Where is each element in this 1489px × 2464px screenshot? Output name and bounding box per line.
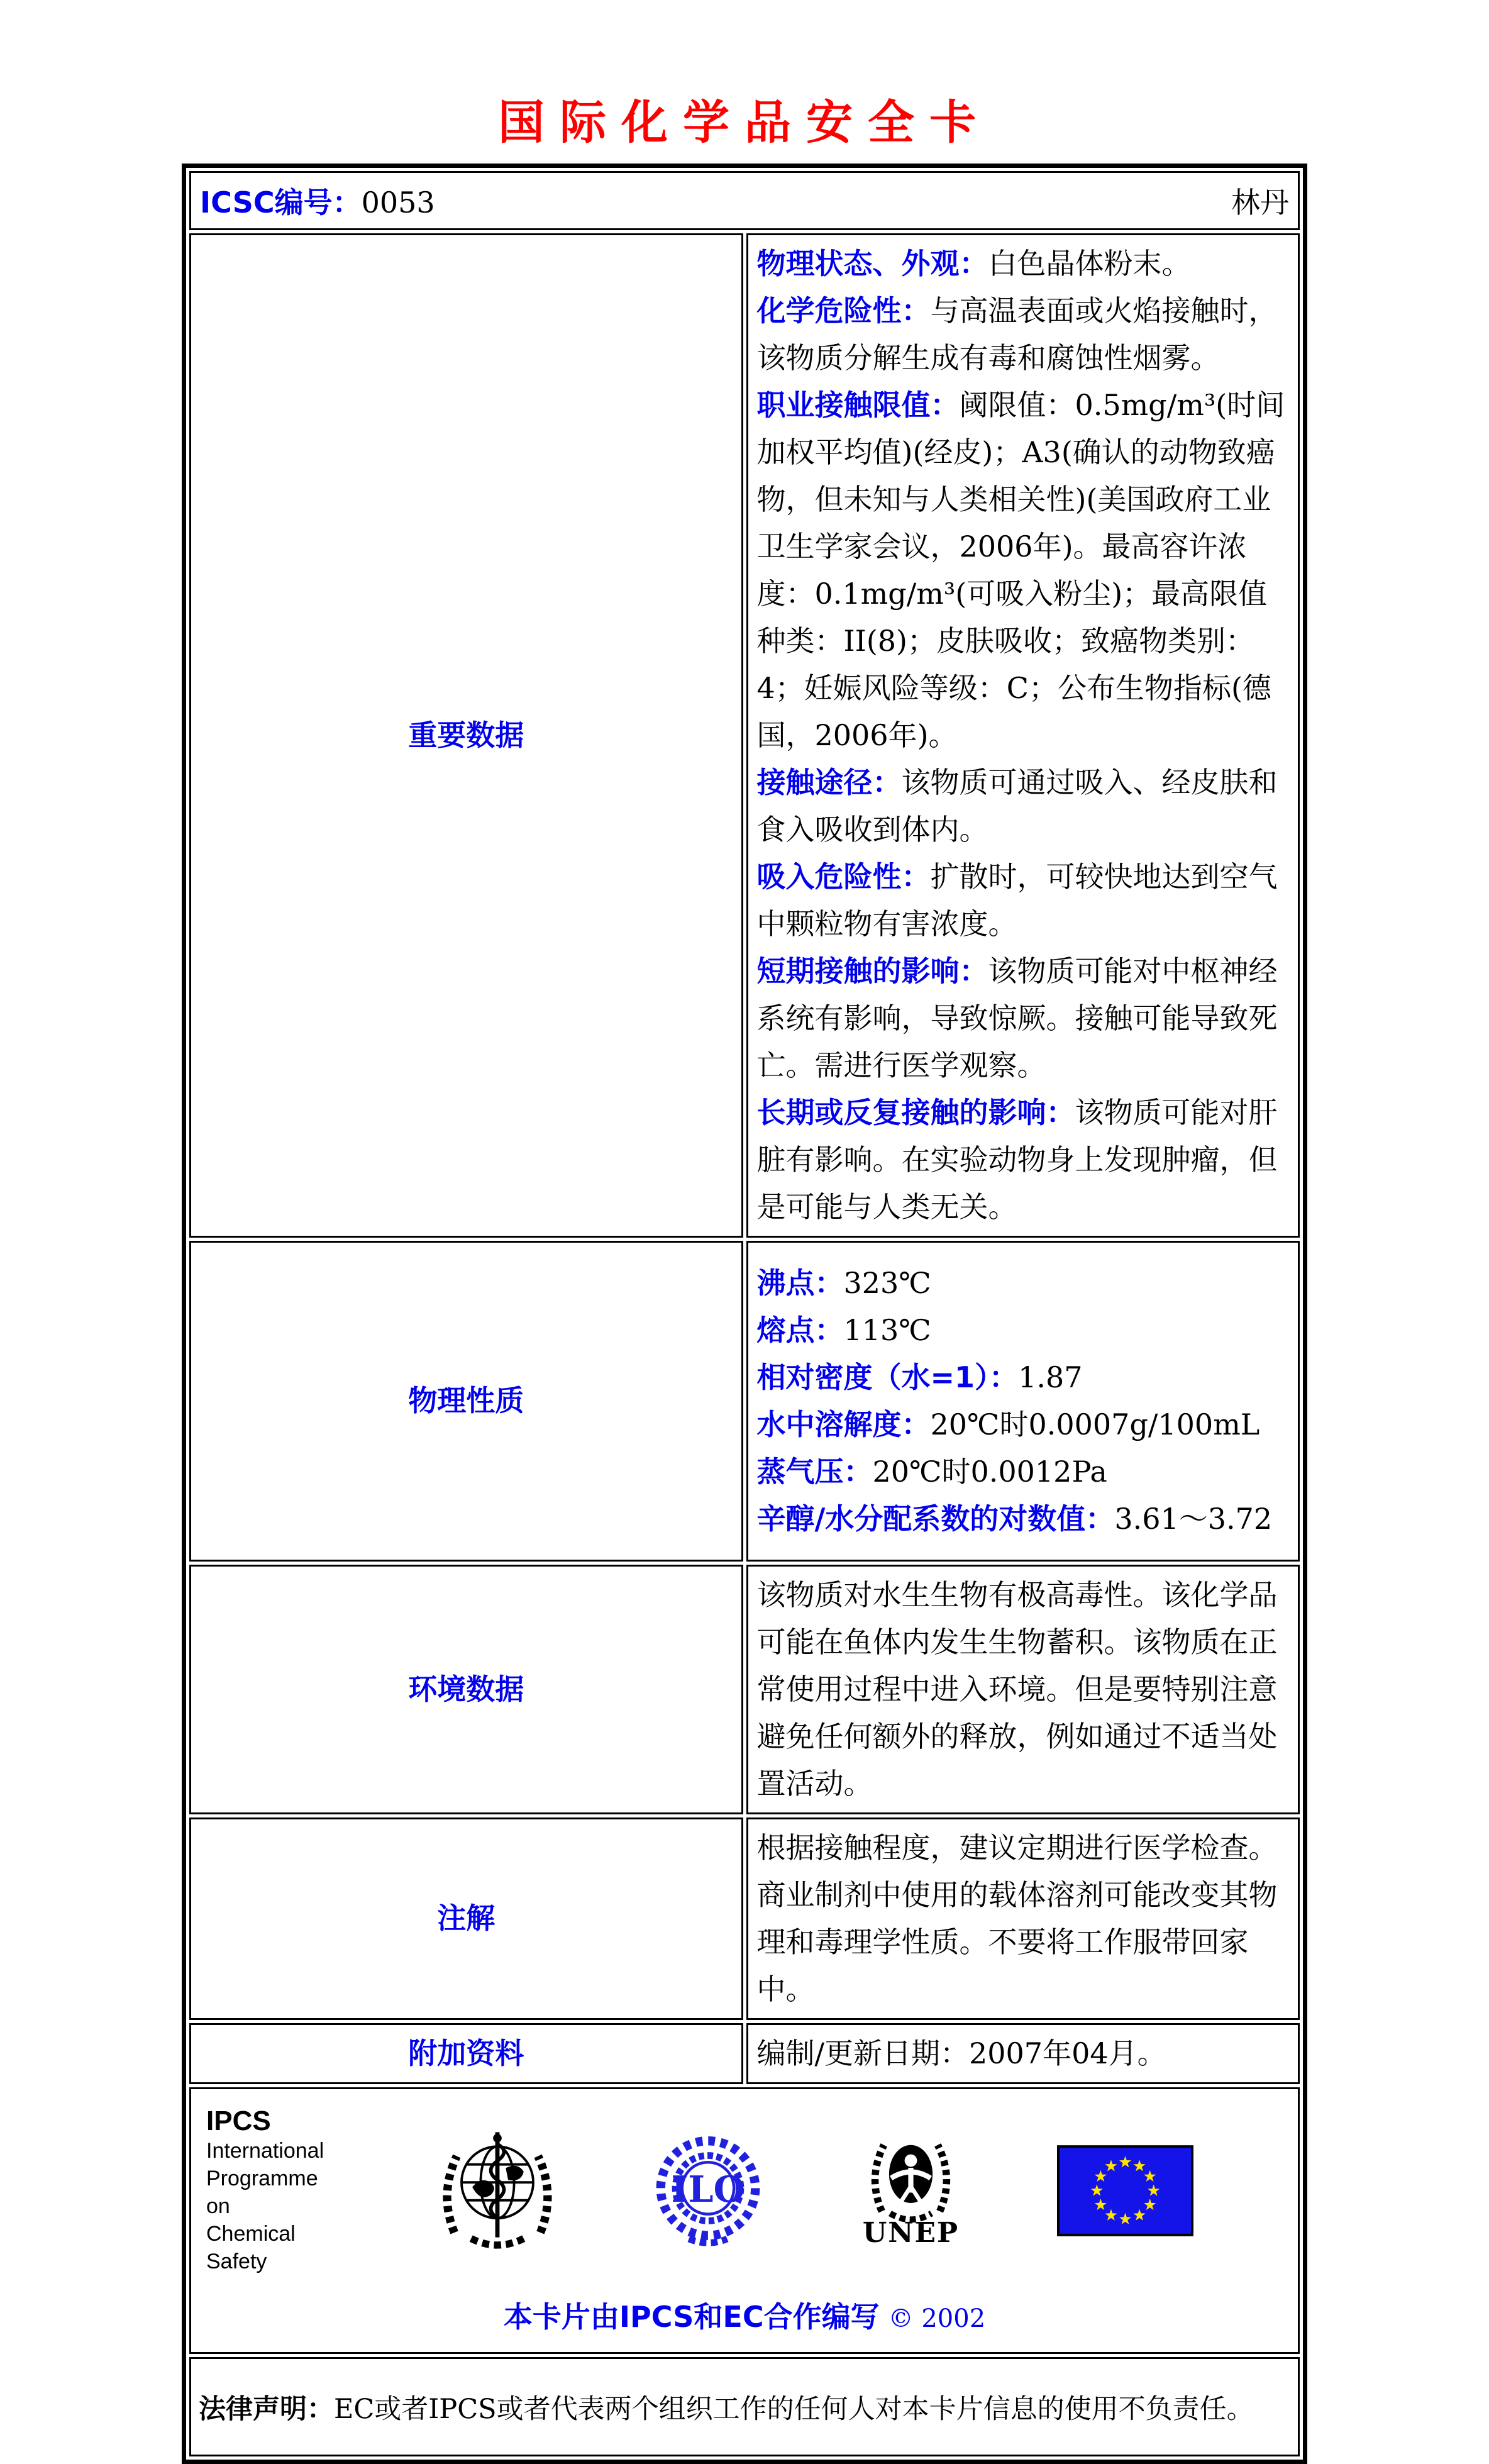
item-label: 物理状态、外观：	[756, 247, 988, 280]
item-label: 职业接触限值：	[756, 388, 960, 422]
unep-label: UNEP	[862, 2216, 960, 2249]
section-label-environmental-data: 环境数据	[189, 1565, 743, 1814]
important-data-content	[746, 233, 1300, 1238]
header-cell	[189, 171, 1300, 230]
item-label: 吸入危险性：	[756, 860, 931, 894]
item-label: 水中溶解度：	[756, 1407, 931, 1441]
item-label: 接触途径：	[756, 765, 902, 799]
environmental-data-row	[189, 1565, 1300, 1814]
item-value: 1.87	[1018, 1360, 1083, 1394]
item-label: 沸点：	[756, 1266, 844, 1300]
icsc-number-group	[200, 180, 435, 221]
item-value: 3.61～3.72	[1114, 1502, 1273, 1536]
ipcs-title: IPCS	[206, 2105, 271, 2136]
item-label: 短期接触的影响：	[756, 954, 988, 988]
item-label: 辛醇/水分配系数的对数值：	[756, 1502, 1115, 1536]
ilo-logo	[651, 2136, 765, 2245]
ipcs-text-block	[206, 2106, 343, 2276]
item-label: 熔点：	[756, 1313, 844, 1347]
icsc-number-value: 0053	[361, 186, 435, 219]
eu-flag	[1057, 2145, 1193, 2236]
physical-item-relative-density	[757, 1354, 1290, 1401]
physical-properties-content	[746, 1241, 1300, 1562]
item-value: 该物质可能对中枢神经系统有影响，导致惊厥。接触可能导致死亡。需进行医学观察。	[756, 954, 1278, 1082]
item-value: 与高温表面或火焰接触时，该物质分解生成有毒和腐蚀性烟雾。	[756, 294, 1278, 375]
section-label-additional-info: 附加资料	[189, 2023, 743, 2084]
important-item-appearance	[757, 240, 1290, 287]
credit-line	[191, 2294, 1298, 2336]
header-row	[189, 171, 1300, 230]
item-label: 化学危险性：	[756, 294, 931, 328]
item-value: 该物质可通过吸入、经皮肤和食入吸收到体内。	[756, 765, 1278, 846]
important-item-chemical-danger	[757, 287, 1290, 382]
section-label-notes: 注解	[189, 1817, 743, 2020]
chemical-name: 林丹	[1231, 186, 1289, 219]
logos-cell	[189, 2087, 1300, 2354]
physical-item-boiling-point	[757, 1260, 1290, 1307]
item-value: 323℃	[843, 1266, 931, 1300]
important-item-exposure-limits	[757, 382, 1290, 759]
unep-logo-block	[859, 2133, 963, 2249]
ipcs-subtitle-line1: International	[206, 2139, 324, 2163]
item-value: 白色晶体粉末。	[988, 247, 1191, 280]
additional-info-content: 编制/更新日期：2007年04月。	[746, 2023, 1300, 2084]
legal-label: 法律声明：	[199, 2393, 334, 2425]
physical-item-vapor-pressure	[757, 1448, 1290, 1496]
section-label-important-data: 重要数据	[189, 233, 743, 1238]
important-item-exposure-routes	[757, 759, 1290, 853]
notes-row	[189, 1817, 1300, 2020]
item-value: 20℃时0.0012Pa	[872, 1455, 1107, 1489]
item-value: 该物质可能对肝脏有影响。在实验动物身上发现肿瘤，但是可能与人类无关。	[756, 1096, 1278, 1224]
icsc-table	[182, 164, 1307, 2464]
notes-content: 根据接触程度，建议定期进行医学检查。商业制剂中使用的载体溶剂可能改变其物理和毒理学性质。不要将工作服带回家中。	[746, 1817, 1300, 2020]
ilo-label: ILO	[671, 2167, 745, 2211]
important-item-inhalation-risk	[757, 853, 1290, 948]
physical-properties-row	[189, 1241, 1300, 1562]
additional-info-row	[189, 2023, 1300, 2084]
physical-item-partition-coefficient	[757, 1496, 1290, 1543]
credit-text: 本卡片由IPCS和EC合作编写	[503, 2300, 880, 2334]
page-title: 国际化学品安全卡	[498, 96, 991, 150]
ipcs-subtitle-line2: Programme on	[206, 2167, 318, 2219]
logos-row	[189, 2087, 1300, 2354]
physical-item-melting-point	[757, 1307, 1290, 1354]
header-flex	[200, 180, 1289, 221]
environmental-data-content: 该物质对水生生物有极高毒性。该化学品可能在鱼体内发生生物蓄积。该物质在正常使用过程中进入环境。但是要特别注意避免任何额外的释放，例如通过不适当处置活动。	[746, 1565, 1300, 1814]
physical-item-water-solubility	[757, 1401, 1290, 1448]
legal-text: EC或者IPCS或者代表两个组织工作的任何人对本卡片信息的使用不负责任。	[334, 2393, 1254, 2425]
item-value: 扩散时，可较快地达到空气中颗粒物有害浓度。	[756, 860, 1278, 941]
ipcs-subtitle-line3: Chemical Safety	[206, 2222, 296, 2274]
legal-row	[189, 2357, 1300, 2456]
icsc-card-page	[0, 96, 1489, 2425]
item-label: 相对密度（水=1）：	[756, 1360, 1019, 1394]
copyright-text: © 2002	[888, 2304, 986, 2334]
item-value: 阈限值：0.5mg/m³(时间加权平均值)(经皮)；A3(确认的动物致癌物，但未知与人类相关性)(美国政府工业卫生学家会议，2006年)。最高容许浓度：0.1mg/m³(可吸入粉尘)；最高限值种类：II(8)；皮肤吸收；致癌物类别：4；妊娠风险等级：C；公布生物指标(德国，2006年)。	[756, 388, 1285, 752]
item-label: 长期或反复接触的影响：	[756, 1096, 1075, 1129]
icsc-number-label: ICSC编号：	[200, 186, 362, 219]
important-data-row	[189, 233, 1300, 1238]
legal-cell	[189, 2357, 1300, 2456]
item-value: 113℃	[843, 1313, 931, 1347]
logo-strip	[191, 2106, 1298, 2276]
section-label-physical-properties: 物理性质	[189, 1241, 743, 1562]
important-item-long-term-effects	[757, 1089, 1290, 1231]
unep-logo	[859, 2133, 963, 2221]
important-item-short-term-effects	[757, 948, 1290, 1089]
item-value: 20℃时0.0007g/100mL	[930, 1407, 1260, 1441]
who-logo	[438, 2126, 557, 2255]
item-label: 蒸气压：	[756, 1455, 873, 1489]
